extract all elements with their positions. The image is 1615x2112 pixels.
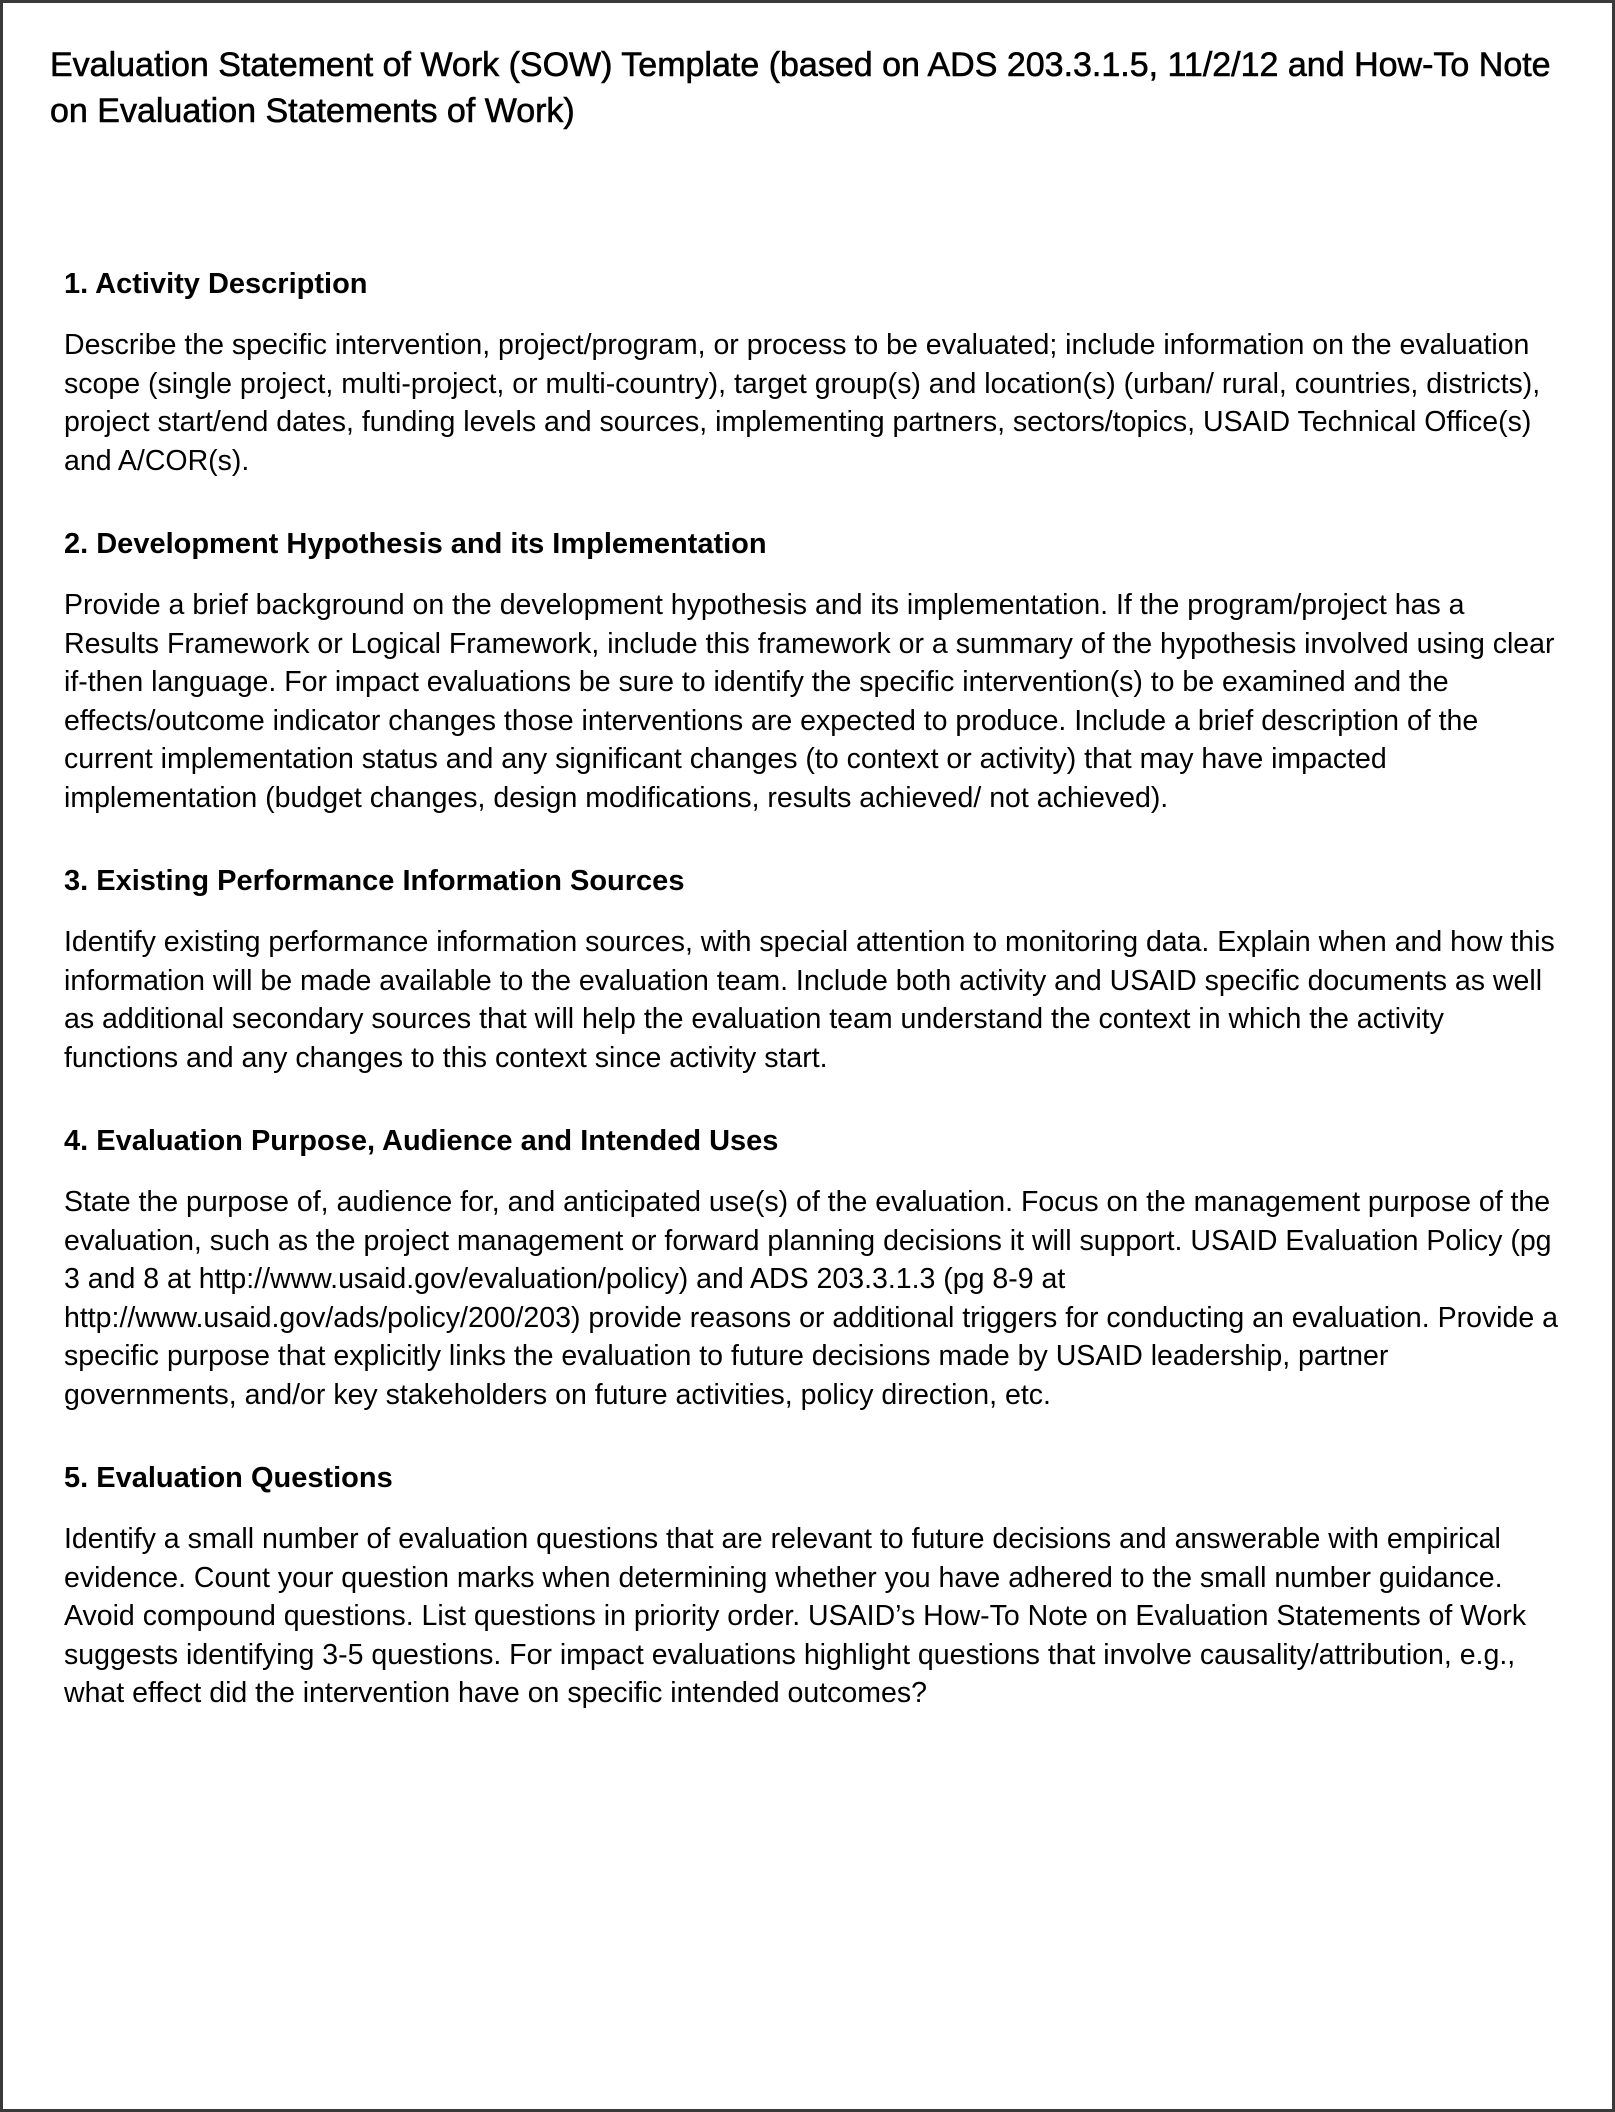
section-evaluation-questions [64, 1456, 1564, 1713]
section-evaluation-purpose [64, 1119, 1564, 1414]
section-heading: 2. Development Hypothesis and its Implementation [64, 528, 767, 560]
section-development-hypothesis [64, 522, 1564, 817]
section-body: Describe the specific intervention, project/program, or process to be evaluated; include information on the evaluation scope (single project, multi-project, or multi-country), target group(s) and location(s) (urban/ rural, countries, districts), project start/end dates, funding levels and sources, implementing partners, sectors/topics, USAID Technical Office(s) and A/COR(s). [64, 329, 1541, 477]
section-heading: 5. Evaluation Questions [64, 1462, 393, 1494]
document-sections [64, 262, 1564, 1713]
section-activity-description [64, 262, 1564, 480]
section-body: State the purpose of, audience for, and anticipated use(s) of the evaluation. Focus on the management purpose of the evaluation, such as the project management or forward planning decisions it will support. USAID Evaluation Policy (pg 3 and 8 at http://www.usaid.gov/evaluation/policy) and ADS 203.3.1.3 (pg 8-9 at http://www.usaid.gov/ads/policy/200/203) provide reasons or additional triggers for conducting an evaluation. Provide a specific purpose that explicitly links the evaluation to future decisions made by USAID leadership, partner governments, and/or key stakeholders on future activities, policy direction, etc. [64, 1186, 1558, 1411]
section-body: Provide a brief background on the development hypothesis and its implementation. If the program/project has a Results Framework or Logical Framework, include this framework or a summary of the hypothesis involved using clear if-then language. For impact evaluations be sure to identify the specific intervention(s) to be examined and the effects/outcome indicator changes those interventions are expected to produce. Include a brief description of the current implementation status and any significant changes (to context or activity) that may have impacted implementation (budget changes, design modifications, results achieved/ not achieved). [64, 589, 1555, 814]
section-heading: 3. Existing Performance Information Sources [64, 865, 685, 897]
document-title: Evaluation Statement of Work (SOW) Template (based on ADS 203.3.1.5, 11/2/12 and How-To Note on Evaluation Statements of Work) [50, 46, 1551, 130]
section-heading: 1. Activity Description [64, 268, 368, 300]
section-heading: 4. Evaluation Purpose, Audience and Intended Uses [64, 1125, 779, 1157]
section-body: Identify existing performance information sources, with special attention to monitoring data. Explain when and how this information will be made available to the evaluation team. Include both activity and USAID specific documents as well as additional secondary sources that will help the evaluation team understand the context in which the activity functions and any changes to this context since activity start. [64, 926, 1555, 1074]
section-body: Identify a small number of evaluation questions that are relevant to future decisions and answerable with empirical evidence. Count your question marks when determining whether you have adhered to the small number guidance. Avoid compound questions. List questions in priority order. USAID’s How-To Note on Evaluation Statements of Work suggests identifying 3-5 questions. For impact evaluations highlight questions that involve causality/attribution, e.g., what effect did the intervention have on specific intended outcomes? [64, 1523, 1527, 1709]
section-existing-performance-sources [64, 859, 1564, 1077]
